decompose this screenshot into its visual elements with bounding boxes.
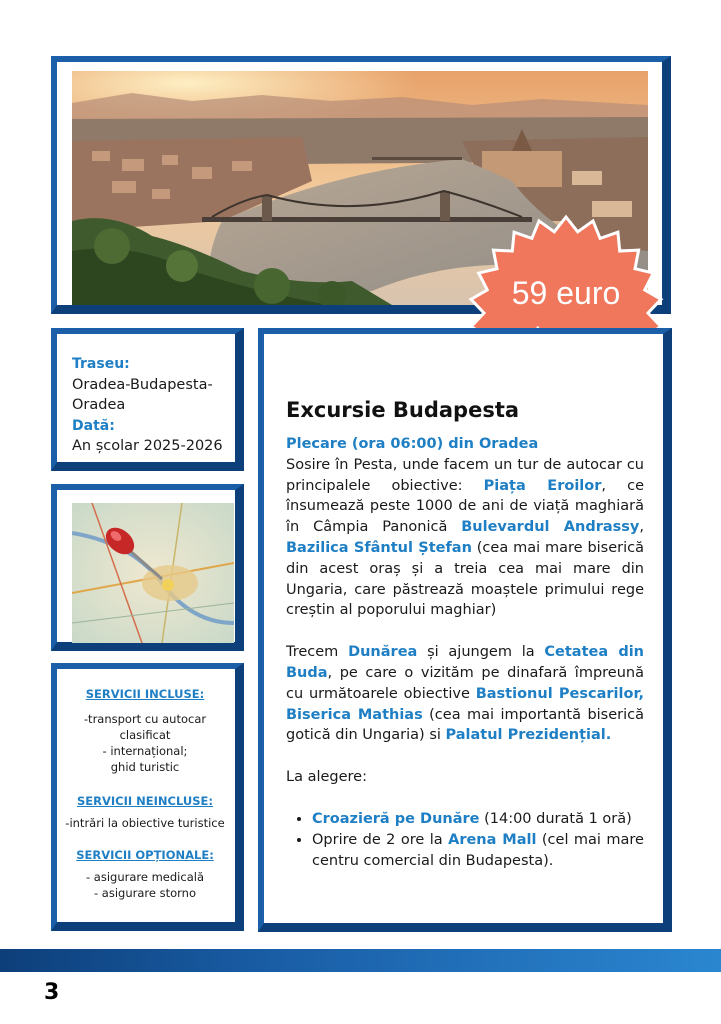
highlight-fishermans-bastion: Bastionul Pescarilor, Biserica Mathias xyxy=(286,685,644,723)
date-label: Dată: xyxy=(72,417,115,434)
optional-services-title: SERVICII OPȚIONALE: xyxy=(76,848,214,862)
route-line-1: Oradea-Budapesta- xyxy=(72,376,213,393)
itinerary-paragraph-1 xyxy=(286,455,644,621)
text-span: , ce însumează peste 1000 de ani de viață maghiară în Câmpia Panonică xyxy=(286,477,644,536)
text-span: Trecem xyxy=(286,644,349,661)
list-item xyxy=(312,809,644,830)
text-span: Sosire în Pesta, unde facem un tur de autocar cu principalele obiective: xyxy=(286,456,644,494)
text-span: , xyxy=(639,519,644,536)
route-line-2: Oradea xyxy=(72,397,126,413)
route-label: Traseu: xyxy=(72,356,130,372)
included-service-line: clasificat xyxy=(119,728,171,742)
departure-info: Plecare (ora 06:00) din Oradea xyxy=(286,436,539,452)
highlight-buda-castle: Cetatea din Buda xyxy=(286,644,644,681)
included-service-line: -transport cu autocar xyxy=(83,712,207,726)
map-photo-frame xyxy=(51,484,244,651)
included-services-title: SERVICII INCLUSE: xyxy=(85,687,205,701)
text-span: (cel mai mare centru comercial din Budapesta). xyxy=(312,831,644,869)
itinerary-paragraph-2 xyxy=(286,642,644,746)
footer-band xyxy=(0,949,721,972)
highlight-danube: Dunărea xyxy=(348,644,418,661)
included-service-line: - internațional; xyxy=(102,744,188,758)
text-span: (cea mai importantă biserică gotică din Ungaria) si xyxy=(286,706,644,744)
text-span: , pe care o vizităm pe dinafară împreună cu următoarele obiective xyxy=(286,664,644,702)
price-amount: 59 euro xyxy=(511,275,621,311)
text-span: și ajungem la xyxy=(417,644,545,661)
highlight-st-stephen-basilica: Bazilica Sfântul Ștefan xyxy=(286,539,472,556)
highlight-andrassy-boulevard: Bulevardul Andrassy xyxy=(461,519,640,536)
text-span: Oprire de 2 ore la xyxy=(312,831,449,848)
optional-service-line: - asigurare storno xyxy=(94,886,196,900)
optional-activities-list xyxy=(286,809,644,871)
choice-label: La alegere: xyxy=(286,769,367,786)
services-box xyxy=(51,663,244,931)
text-span: (14:00 durată 1 oră) xyxy=(479,810,632,827)
text-span: (cea mai mare biserică din acest oraș și a treia cea mai mare din Ungaria, care păstrează moaștele primului rege creștin al poporului maghiar) xyxy=(286,539,644,619)
trip-description xyxy=(286,434,644,871)
highlight-heroes-square: Piața Eroilor xyxy=(483,477,602,494)
highlight-presidential-palace: Palatul Prezidențial. xyxy=(445,727,612,744)
highlight-danube-cruise: Croazieră pe Dunăre xyxy=(312,810,480,827)
date-value: An școlar 2025-2026 xyxy=(72,438,223,454)
map-with-pin-photo xyxy=(72,503,234,643)
page-number: 3 xyxy=(44,980,60,1005)
route-info-box xyxy=(51,328,244,471)
included-service-line: ghid turistic xyxy=(110,760,180,774)
list-item xyxy=(312,830,644,872)
trip-title: Excursie Budapesta xyxy=(286,398,520,422)
highlight-arena-mall: Arena Mall xyxy=(448,831,537,848)
excluded-services-title: SERVICII NEINCLUSE: xyxy=(77,794,213,808)
excluded-service-line: -intrări la obiective turistice xyxy=(65,816,225,830)
optional-service-line: - asigurare medicală xyxy=(86,870,204,884)
